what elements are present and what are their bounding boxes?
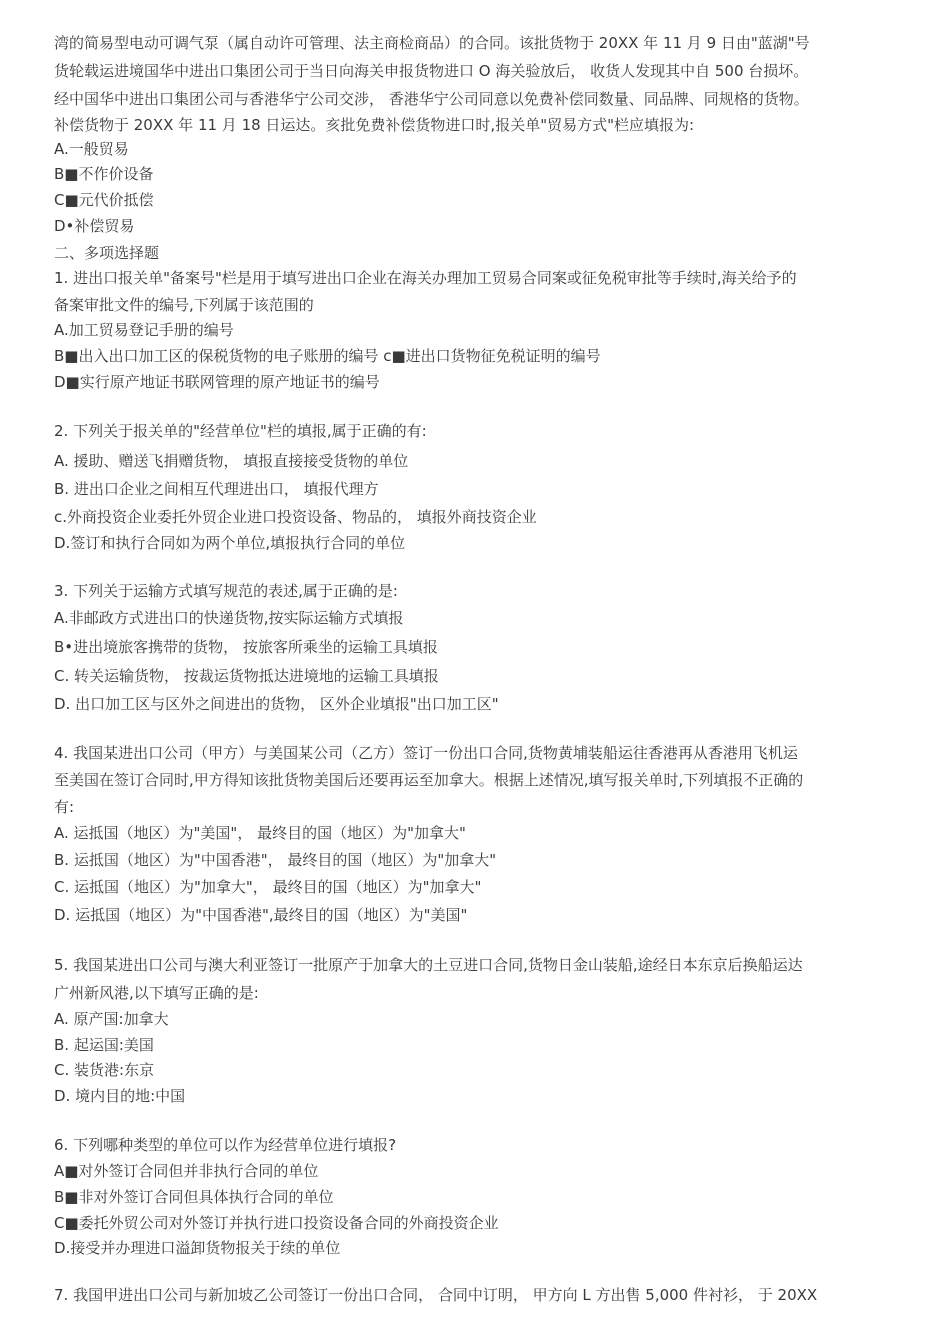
question-4-option-d: D. 运抵国（地区）为"中国香港",最终目的国（地区）为"美国" — [54, 906, 468, 924]
question-5-option-b: B. 起运国:美国 — [54, 1036, 154, 1054]
question-2-option-b: B. 进出口企业之间相互代理进出口， 填报代理方 — [54, 480, 379, 498]
question-1-option-a: A.加工贸易登记手册的编号 — [54, 321, 234, 339]
question-1-option-d: D■实行原产地证书联网管理的原产地证书的编号 — [54, 373, 380, 391]
question-5-option-a: A. 原产国:加拿大 — [54, 1010, 169, 1028]
question-2-option-a: A. 援助、赠送飞捐赠货物， 填报直接接受货物的单位 — [54, 452, 409, 470]
question-4-option-b: B. 运抵国（地区）为"中国香港"， 最终目的国（地区）为"加拿大" — [54, 851, 497, 869]
option-b: B■不作价设备 — [54, 165, 154, 183]
intro-line: 经中国华中进出口集团公司与香港华宁公司交涉， 香港华宁公司同意以免费补偿同数量、同品牌、同规格的货物。 — [54, 90, 809, 108]
question-6-option-d: D.接受并办理进口溢卸货物报关于续的单位 — [54, 1239, 341, 1257]
intro-line: 湾的简易型电动可调气泵（属自动许可管理、法主商检商品）的合同。该批货物于 20XX 年 11 月 9 日由"蓝湖"号 — [54, 34, 810, 52]
option-c: C■元代价抵偿 — [54, 191, 154, 209]
question-4-stem: 有: — [54, 798, 75, 816]
question-4-stem: 4. 我国某进出口公司（甲方）与美国某公司（乙方）签订一份出口合同,货物黄埔装船运往香港再从香港用飞机运 — [54, 744, 798, 762]
question-5-stem: 5. 我国某进出口公司与澳大利亚签订一批原产于加拿大的土豆进口合同,货物日金山装船,途经日本东京后换船运达 — [54, 956, 803, 974]
question-2-option-c: c.外商投资企业委托外贸企业进口投资设备、物品的， 填报外商技资企业 — [54, 508, 537, 526]
question-2-stem: 2. 下列关于报关单的"经营单位"栏的填报,属于正确的有: — [54, 422, 427, 440]
question-1-stem: 备案审批文件的编号,下列属于该范围的 — [54, 296, 314, 314]
question-6-option-b: B■非对外签订合同但具体执行合同的单位 — [54, 1188, 334, 1206]
question-6-option-c: C■委托外贸公司对外签订并执行进口投资设备合同的外商投资企业 — [54, 1214, 499, 1232]
option-a: A.一般贸易 — [54, 140, 129, 158]
question-2-option-d: D.签订和执行合同如为两个单位,填报执行合同的单位 — [54, 534, 406, 552]
question-1-stem: 1. 进出口报关单"备案号"栏是用于填写进出口企业在海关办理加工贸易合同案或征免税审批等手续时,海关给予的 — [54, 269, 797, 287]
question-6-option-a: A■对外签订合同但并非执行合同的单位 — [54, 1162, 319, 1180]
question-5-option-d: D. 境内目的地:中国 — [54, 1087, 186, 1105]
question-7-stem: 7. 我国甲进出口公司与新加坡乙公司签订一份出口合同， 合同中订明， 甲方向 L 方出售 5,000 件衬衫， 于 20XX — [54, 1286, 818, 1304]
question-4-option-c: C. 运抵国（地区）为"加拿大"， 最终目的国（地区）为"加拿大" — [54, 878, 482, 896]
question-3-option-b: B•进出境旅客携带的货物， 按旅客所乘坐的运输工具填报 — [54, 638, 438, 656]
question-5-option-c: C. 装货港:东京 — [54, 1061, 155, 1079]
question-4-stem: 至美国在签订合同时,甲方得知该批货物美国后还要再运至加拿大。根据上述情况,填写报关单时,下列填报不正确的 — [54, 771, 804, 789]
question-5-stem: 广州新风港,以下填写正确的是: — [54, 984, 259, 1002]
question-3-option-c: C. 转关运输货物， 按裁运货物抵达进境地的运输工具填报 — [54, 667, 439, 685]
question-3-option-d: D. 出口加工区与区外之间进出的货物， 区外企业填报"出口加工区" — [54, 695, 499, 713]
question-3-stem: 3. 下列关于运输方式填写规范的表述,属于正确的是: — [54, 582, 398, 600]
option-d: D•补偿贸易 — [54, 217, 135, 235]
question-3-option-a: A.非邮政方式进出口的快递货物,按实际运输方式填报 — [54, 609, 404, 627]
question-4-option-a: A. 运抵国（地区）为"美国"， 最终目的国（地区）为"加拿大" — [54, 824, 466, 842]
section-title: 二、多项选择题 — [54, 244, 160, 262]
question-6-stem: 6. 下列哪种类型的单位可以作为经营单位进行填报? — [54, 1136, 397, 1154]
intro-line: 货轮载运进境国华中进出口集团公司于当日向海关申报货物进口 O 海关验放后， 收货人发现其中自 500 台损坏。 — [54, 62, 809, 80]
intro-line: 补偿货物于 20XX 年 11 月 18 日运达。亥批免费补偿货物进口时,报关单"贸易方式"栏应填报为: — [54, 116, 695, 134]
question-1-option-b-c: B■出入出口加工区的保税货物的电子账册的编号 c■进出口货物征免税证明的编号 — [54, 347, 601, 365]
